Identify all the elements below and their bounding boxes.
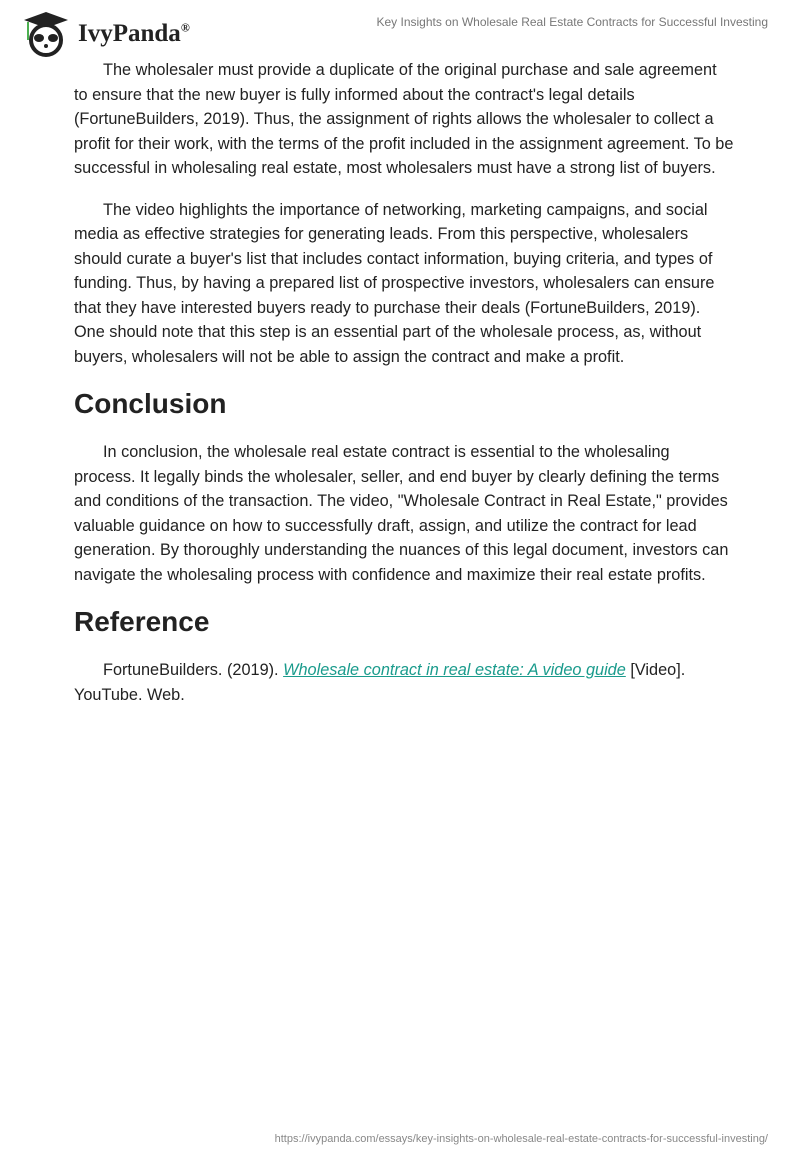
paragraph: In conclusion, the wholesale real estate contract is essential to the wholesaling process. It legally binds the wholesaler, seller, and end buyer by clearly defining the terms and conditions of the transaction. The video, "Wholesale Contract in Real Estate," provides valuable guidance on how to successfully draft, assign, and utilize the contract for lead generation. By thoroughly understanding the nuances of this legal document, investors can navigate the wholesaling process with confidence and maximize their real estate profits. [74, 443, 729, 584]
ivypanda-logo[interactable] [20, 10, 190, 58]
reference-link[interactable]: Wholesale contract in real estate: A video guide [283, 661, 626, 679]
heading-conclusion: Conclusion [74, 388, 227, 419]
brand-name: IvyPanda [78, 20, 181, 47]
footer-url: https://ivypanda.com/essays/key-insights-on-wholesale-real-estate-contracts-for-successful-investing/ [274, 1133, 768, 1145]
essay-body [74, 58, 734, 724]
header-title: Key Insights on Wholesale Real Estate Contracts for Successful Investing [376, 15, 768, 29]
reference-author: FortuneBuilders. (2019). [103, 661, 284, 679]
paragraph: The wholesaler must provide a duplicate of the original purchase and sale agreement to ensure that the new buyer is fully informed about the contract's legal details (FortuneBuilders, 2019). Thus, the assignment of rights allows the wholesaler to collect a profit for their work, with the terms of the profit included in the assignment agreement. To be successful in wholesaling real estate, most wholesalers must have a strong list of buyers. [74, 61, 734, 177]
reference-entry [74, 658, 734, 707]
panda-logo-icon [20, 10, 72, 58]
registered-mark: ® [180, 20, 190, 35]
paragraph: The video highlights the importance of networking, marketing campaigns, and social media as effective strategies for generating leads. From this perspective, wholesalers should curate a buyer's list that includes contact information, buying criteria, and types of funding. Thus, by having a prepared list of prospective investors, wholesalers can ensure that they have interested buyers ready to purchase their deals (FortuneBuilders, 2019). One should note that this step is an essential part of the wholesale process, as, without buyers, wholesalers will not be able to assign the contract and make a profit. [74, 200, 715, 366]
reference-source: [Video]. YouTube. Web. [74, 661, 686, 704]
heading-reference: Reference [74, 606, 210, 637]
